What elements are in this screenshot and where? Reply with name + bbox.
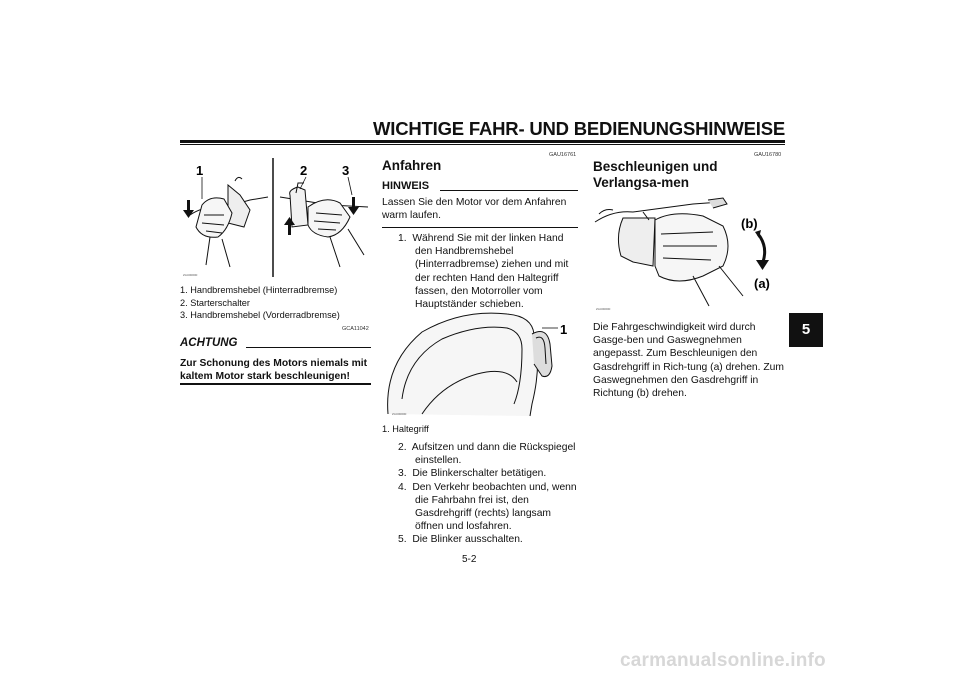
page-number: 5-2	[462, 554, 477, 565]
rotate-arrow-icon	[755, 230, 769, 270]
watermark: carmanualsonline.info	[620, 650, 826, 671]
caution-code: GCA11042	[342, 326, 369, 332]
chapter-tab[interactable]: 5	[789, 313, 823, 347]
caption-item: 1. Handbremshebel (Hinterradbremse)	[180, 285, 338, 295]
seat-callout-1: 1	[560, 322, 568, 337]
note-text: Lassen Sie den Motor vor dem Anfahren warm laufen.	[382, 197, 567, 222]
caption-item: 3. Handbremshebel (Vorderradbremse)	[180, 310, 340, 321]
left-caption-list	[180, 284, 371, 322]
header-rule-thin	[180, 144, 785, 145]
header-rule	[180, 140, 785, 143]
note-rule	[440, 190, 578, 191]
caption-item: 2. Starterschalter	[180, 297, 250, 308]
arrow-down-icon	[183, 200, 194, 218]
step-item: 5. Die Blinker ausschalten.	[398, 534, 523, 546]
step-item: 3. Die Blinkerschalter betätigen.	[398, 468, 547, 480]
right-paragraph: Die Fahrgeschwindigkeit wird durch Gasge-ben und Gaswegnehmen angepasst. Zum Beschleunigen den Gasdrehgriff in Rich-tung (a) drehen. Zum Gaswegnehmen den Gasdrehgriff in Richtung (b) drehen.	[593, 322, 784, 400]
note-bottom-rule	[382, 227, 578, 228]
section-heading-right: Beschleunigen und Verlangsa-men	[593, 159, 718, 190]
callout-3: 3	[342, 163, 350, 178]
section-code: GAU16761	[549, 152, 577, 158]
caution-text: Zur Schonung des Motors niemals mit kaltem Motor stark beschleunigen!	[180, 358, 368, 383]
seat-figure	[382, 304, 580, 419]
throttle-figure	[593, 196, 784, 316]
step-item: 4. Den Verkehr beobachten und, wenn die Fahrbahn frei ist, den Gasdrehgriff (rechts) langsam öffnen und losfahren.	[398, 481, 577, 533]
caution-bottom-rule	[180, 383, 371, 385]
steps-list-rest	[398, 441, 580, 547]
handlebar-figure	[180, 155, 371, 280]
label-a: (a)	[754, 276, 770, 291]
callout-1: 1	[196, 163, 204, 178]
caution-rule	[246, 347, 371, 348]
callout-2: 2	[300, 163, 308, 178]
section-heading: Anfahren	[382, 158, 442, 173]
seat-figure-ref-code: ZAU00000	[392, 412, 407, 416]
page-title: WICHTIGE FAHR- UND BEDIENUNGSHINWEISE	[373, 118, 785, 139]
step-item: 1. Während Sie mit der linken Hand den Handbremshebel (Hinterradbremse) ziehen und mit der rechten Hand den Haltegriff fassen, den Motorroller vom Hauptständer schieben.	[398, 233, 569, 311]
caution-label: ACHTUNG	[180, 337, 238, 349]
throttle-figure-ref-code: ZAU00000	[596, 307, 611, 311]
figure-ref-code: ZAU00000	[183, 273, 198, 277]
caution-box	[180, 333, 371, 383]
step-item: 2. Aufsitzen und dann die Rückspiegel einstellen.	[398, 442, 576, 467]
section-code-right: GAU16780	[754, 152, 782, 158]
seat-caption: 1. Haltegriff	[382, 424, 429, 434]
note-label: HINWEIS	[382, 180, 430, 192]
label-b: (b)	[741, 216, 758, 231]
steps-list-first	[398, 232, 580, 311]
